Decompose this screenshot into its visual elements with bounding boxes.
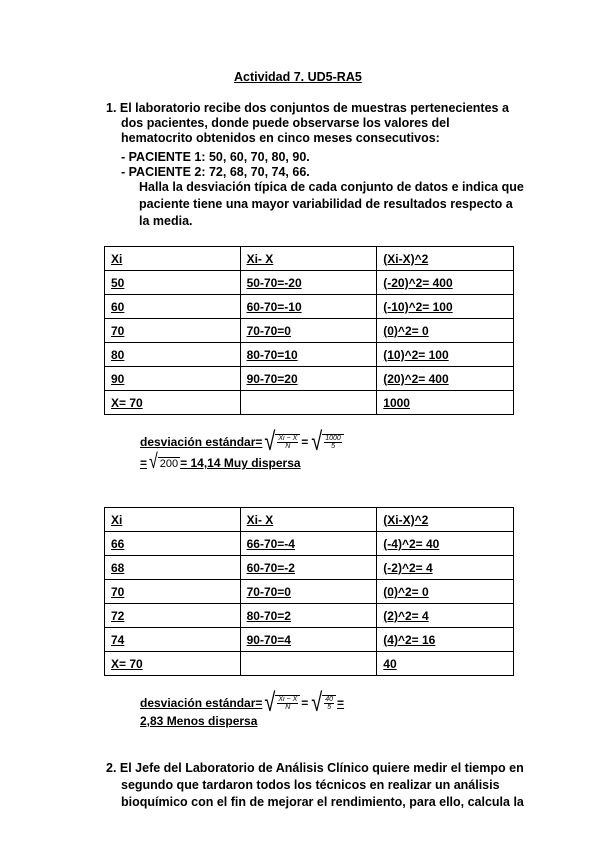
table-header-cell: Xi- X bbox=[240, 508, 377, 532]
q1-line: dos pacientes, donde puede observarse los valores del bbox=[121, 116, 450, 130]
table-cell: 68 bbox=[105, 556, 241, 580]
table-header-cell: (Xi-X)^2 bbox=[377, 508, 514, 532]
table-cell: 40 bbox=[377, 652, 514, 676]
table-cell: (0)^2= 0 bbox=[377, 319, 514, 343]
table-cell bbox=[240, 652, 377, 676]
table-patient-2 bbox=[104, 507, 514, 676]
equals-sign: = bbox=[301, 696, 309, 710]
table-cell: 1000 bbox=[377, 391, 514, 415]
fraction-denominator: 5 bbox=[327, 704, 332, 711]
table-cell bbox=[240, 391, 377, 415]
table-header-cell: Xi bbox=[105, 508, 241, 532]
table-cell: 60-70=-10 bbox=[240, 295, 377, 319]
table-row bbox=[105, 532, 514, 556]
table-cell: (4)^2= 16 bbox=[377, 628, 514, 652]
std-dev-result-1 bbox=[140, 451, 301, 474]
q1-line: 1. El laboratorio recibe dos conjuntos de muestras pertenecientes a bbox=[106, 101, 509, 115]
table-cell: 70-70=0 bbox=[240, 580, 377, 604]
sqrt-expression bbox=[311, 427, 344, 457]
table-cell: 66 bbox=[105, 532, 241, 556]
table-header-cell: Xi- X bbox=[240, 247, 377, 271]
page-title: Actividad 7. UD5-RA5 bbox=[234, 70, 362, 84]
table-cell: 70 bbox=[105, 319, 241, 343]
sqrt-value: 200 bbox=[159, 457, 179, 470]
table-cell: 74 bbox=[105, 628, 241, 652]
table-patient-1 bbox=[104, 246, 514, 415]
sqrt-expression bbox=[311, 688, 336, 718]
sqrt-icon: √ bbox=[149, 451, 158, 474]
fraction bbox=[277, 435, 298, 450]
fraction bbox=[277, 696, 298, 711]
table-cell: X= 70 bbox=[105, 652, 241, 676]
table-cell: (-20)^2= 400 bbox=[377, 271, 514, 295]
std-dev-formula-1 bbox=[140, 427, 344, 457]
table-cell: X= 70 bbox=[105, 391, 241, 415]
sqrt-icon: √ bbox=[264, 427, 276, 457]
equals-sign: = bbox=[337, 696, 345, 710]
formula-label: desviación estándar= bbox=[140, 435, 263, 449]
equals-sign: = bbox=[301, 435, 309, 449]
table-cell: 60-70=-2 bbox=[240, 556, 377, 580]
table-row bbox=[105, 367, 514, 391]
std-dev-result-2: 2,83 Menos dispersa bbox=[140, 714, 258, 728]
fraction-numerator: 1000 bbox=[325, 435, 341, 442]
sqrt-expression bbox=[149, 451, 180, 474]
fraction-denominator: 5 bbox=[331, 443, 335, 450]
table-cell: (20)^2= 400 bbox=[377, 367, 514, 391]
equals-sign: = bbox=[140, 456, 148, 470]
sqrt-icon: √ bbox=[264, 688, 276, 718]
fraction-numerator: Xi − X bbox=[278, 696, 298, 703]
fraction bbox=[324, 435, 342, 450]
table-cell: 80-70=10 bbox=[240, 343, 377, 367]
table-row bbox=[105, 343, 514, 367]
fraction-denominator: N bbox=[285, 704, 291, 711]
sqrt-expression bbox=[264, 427, 300, 457]
table-cell: 90-70=4 bbox=[240, 628, 377, 652]
fraction-denominator: N bbox=[285, 443, 291, 450]
q1-line: la media. bbox=[139, 214, 193, 228]
table-header-row bbox=[105, 508, 514, 532]
table-cell: (10)^2= 100 bbox=[377, 343, 514, 367]
table-row bbox=[105, 580, 514, 604]
std-dev-formula-2 bbox=[140, 688, 345, 718]
table-cell: 80-70=2 bbox=[240, 604, 377, 628]
table-row bbox=[105, 391, 514, 415]
q1-line: - PACIENTE 1: 50, 60, 70, 80, 90. bbox=[121, 150, 310, 164]
q2-line: 2. El Jefe del Laboratorio de Análisis Clínico quiere medir el tiempo en bbox=[106, 761, 524, 775]
table-row bbox=[105, 628, 514, 652]
table-cell: (-4)^2= 40 bbox=[377, 532, 514, 556]
table-cell: 80 bbox=[105, 343, 241, 367]
q1-line: hematocrito obtenidos en cinco meses consecutivos: bbox=[121, 131, 440, 145]
table-cell: 72 bbox=[105, 604, 241, 628]
table-row bbox=[105, 319, 514, 343]
table-cell: 60 bbox=[105, 295, 241, 319]
table-cell: (2)^2= 4 bbox=[377, 604, 514, 628]
table-row bbox=[105, 652, 514, 676]
table-cell: 70-70=0 bbox=[240, 319, 377, 343]
table-cell: 70 bbox=[105, 580, 241, 604]
table-cell: (-10)^2= 100 bbox=[377, 295, 514, 319]
fraction-numerator: 40 bbox=[325, 696, 334, 703]
table-cell: (-2)^2= 4 bbox=[377, 556, 514, 580]
table-row bbox=[105, 604, 514, 628]
q1-line: paciente tiene una mayor variabilidad de resultados respecto a bbox=[139, 197, 513, 211]
sqrt-icon: √ bbox=[311, 427, 323, 457]
table-row bbox=[105, 556, 514, 580]
table-header-row bbox=[105, 247, 514, 271]
table-header-cell: (Xi-X)^2 bbox=[377, 247, 514, 271]
table-cell: (0)^2= 0 bbox=[377, 580, 514, 604]
sqrt-expression bbox=[264, 688, 300, 718]
table-row bbox=[105, 295, 514, 319]
table-cell: 50 bbox=[105, 271, 241, 295]
table-cell: 66-70=-4 bbox=[240, 532, 377, 556]
table-cell: 90-70=20 bbox=[240, 367, 377, 391]
q1-line: Halla la desviación típica de cada conjunto de datos e indica que bbox=[139, 180, 524, 194]
fraction-numerator: Xi − X bbox=[278, 435, 298, 442]
table-cell: 90 bbox=[105, 367, 241, 391]
formula-label: desviación estándar= bbox=[140, 696, 263, 710]
result-text: = 14,14 Muy dispersa bbox=[180, 456, 301, 470]
q2-line: bioquímico con el fin de mejorar el rendimiento, para ello, calcula la bbox=[121, 795, 524, 809]
table-row bbox=[105, 271, 514, 295]
fraction bbox=[324, 696, 334, 711]
q1-line: - PACIENTE 2: 72, 68, 70, 74, 66. bbox=[121, 165, 310, 179]
sqrt-icon: √ bbox=[311, 688, 323, 718]
table-header-cell: Xi bbox=[105, 247, 241, 271]
table-cell: 50-70=-20 bbox=[240, 271, 377, 295]
q2-line: segundo que tardaron todos los técnicos en realizar un análisis bbox=[121, 778, 500, 792]
